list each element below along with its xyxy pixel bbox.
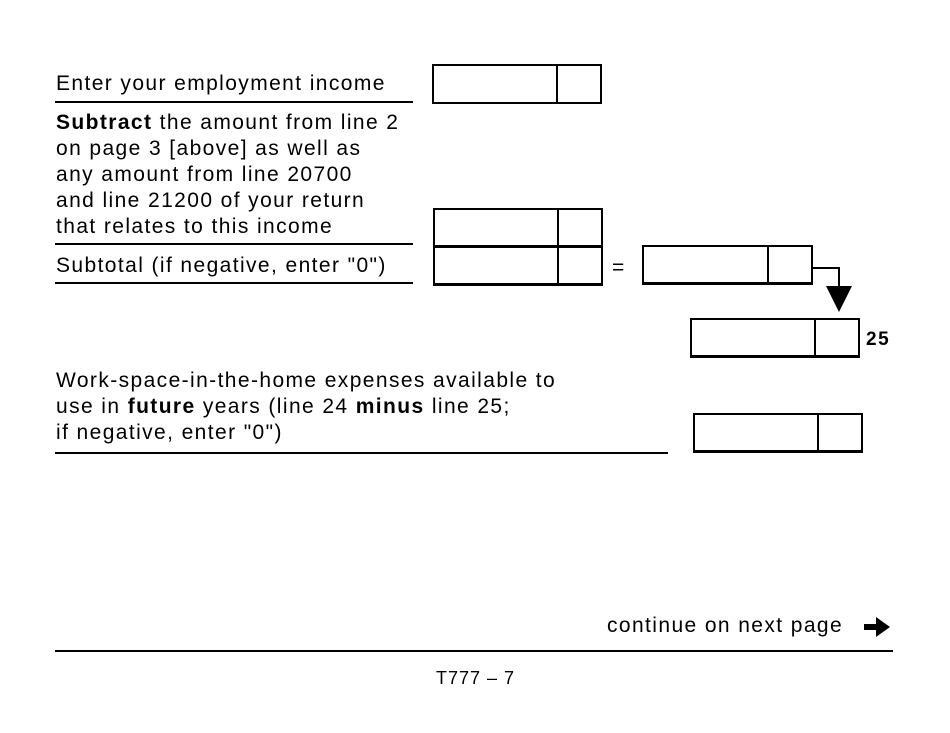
dollars-cell[interactable] [434,66,558,102]
page-label: T777 – 7 [436,668,516,688]
right-arrow-icon [862,614,892,640]
cents-cell[interactable] [819,415,861,450]
line-25-number: 25 [866,329,891,350]
employment-income-underline [55,101,413,103]
dollars-cell[interactable] [435,248,559,283]
subtract-line-1 [56,110,399,136]
footer-divider [55,650,893,652]
dollars-cell[interactable] [644,247,769,282]
dollars-cell[interactable] [692,320,816,355]
subtract-line-4: and line 21200 of your return [56,189,366,212]
equals-sign: = [612,256,625,279]
subtotal-field[interactable] [433,246,603,286]
subtract-underline [55,243,413,245]
future-line-2-a: use in [56,395,128,418]
dollars-cell[interactable] [435,210,559,245]
future-line-3: if negative, enter "0") [56,421,283,444]
future-line-2-e: line 25; [424,395,511,418]
future-bold: future [127,395,196,418]
subtract-amount-field[interactable] [433,208,603,248]
down-arrow-icon [805,262,865,314]
future-underline [55,452,668,454]
subtotal-underline [55,282,413,284]
cents-cell[interactable] [816,320,858,355]
continue-text: continue on next page [607,614,844,637]
subtract-line-2: on page 3 [above] as well as [56,137,362,160]
dollars-cell[interactable] [695,415,819,450]
subtract-bold: Subtract [56,111,153,134]
future-line-2 [56,394,511,420]
minus-bold: minus [355,395,425,418]
cents-cell[interactable] [559,210,601,245]
subtotal-result-field[interactable] [642,245,813,285]
employment-income-label: Enter your employment income [56,72,386,95]
future-line-2-c: years (line 24 [195,395,356,418]
subtract-line-5: that relates to this income [56,215,334,238]
cents-cell[interactable] [558,66,600,102]
future-line-1: Work-space-in-the-home expenses available to [56,369,557,392]
cents-cell[interactable] [559,248,601,283]
subtotal-label: Subtotal (if negative, enter "0") [56,254,387,277]
employment-income-field[interactable] [432,64,602,104]
line-25-field[interactable] [690,318,860,358]
future-years-field[interactable] [693,413,863,453]
subtract-line-1-rest: the amount from line 2 [152,111,400,134]
subtract-line-3: any amount from line 20700 [56,163,353,186]
